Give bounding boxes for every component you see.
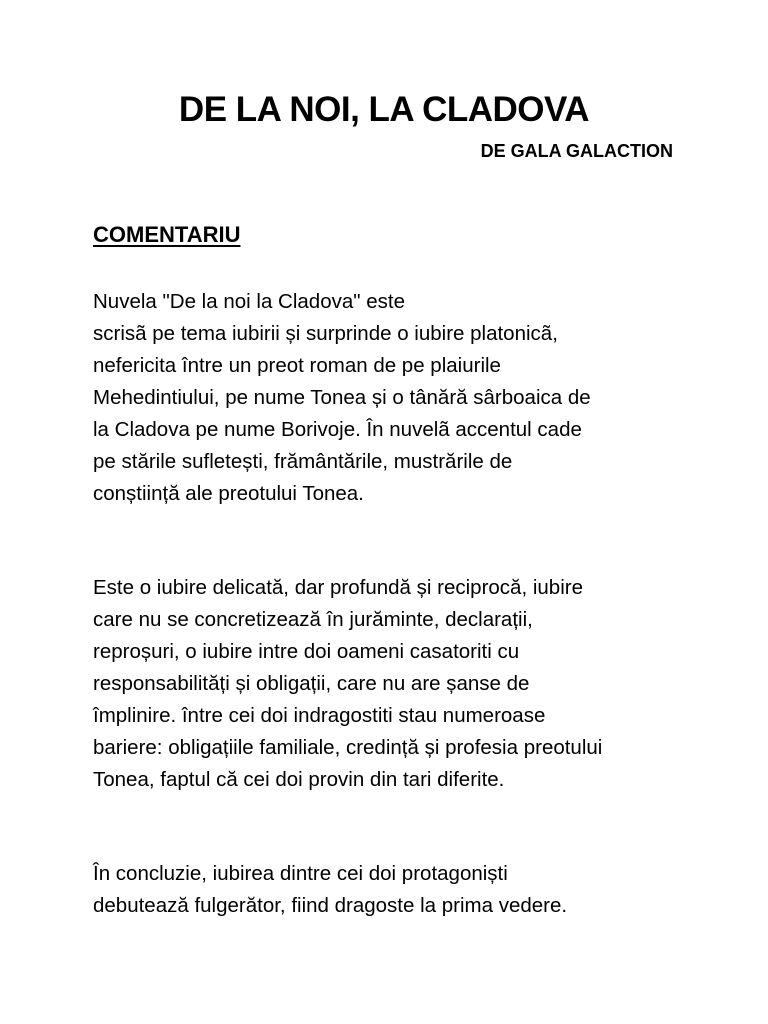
document-author: DE GALA GALACTION [480,141,673,161]
paragraph-2 [93,572,693,796]
text-line: Mehedintiului, pe nume Tonea și o tânără sârboaica de [93,386,591,409]
text-line: În concluzie, iubirea dintre cei doi protagoniști [93,862,508,885]
text-line: bariere: obligațiile familiale, credință și profesia preotului [93,736,603,759]
text-line: împlinire. între cei doi indragostiti stau numeroase [93,704,546,727]
text-line: reproșuri, o iubire intre doi oameni casatoriti cu [93,640,520,663]
text-line: conștiință ale preotului Tonea. [93,482,364,505]
text-line: responsabilități și obligații, care nu are șanse de [93,672,530,695]
text-line: Tonea, faptul că cei doi provin din tari diferite. [93,768,505,791]
paragraph-3 [93,858,693,922]
text-line: care nu se concretizează în jurăminte, declarații, [93,608,533,631]
text-line: pe stările sufletești, frământările, mustrările de [93,450,513,473]
document-title: DE LA NOI, LA CLADOVA [178,90,590,129]
text-line: debutează fulgerător, fiind dragoste la prima vedere. [93,894,568,917]
text-line: la Cladova pe nume Borivoje. În nuvelã accentul cade [93,418,582,441]
paragraph-1 [93,286,693,510]
text-line: Nuvela "De la noi la Cladova" este [93,290,405,313]
text-line: nefericita între un preot roman de pe plaiurile [93,354,501,377]
text-line: Este o iubire delicată, dar profundă și reciprocă, iubire [93,576,583,599]
section-heading: COMENTARIU [93,222,241,247]
text-line: scrisã pe tema iubirii și surprinde o iubire platonicã, [93,322,558,345]
